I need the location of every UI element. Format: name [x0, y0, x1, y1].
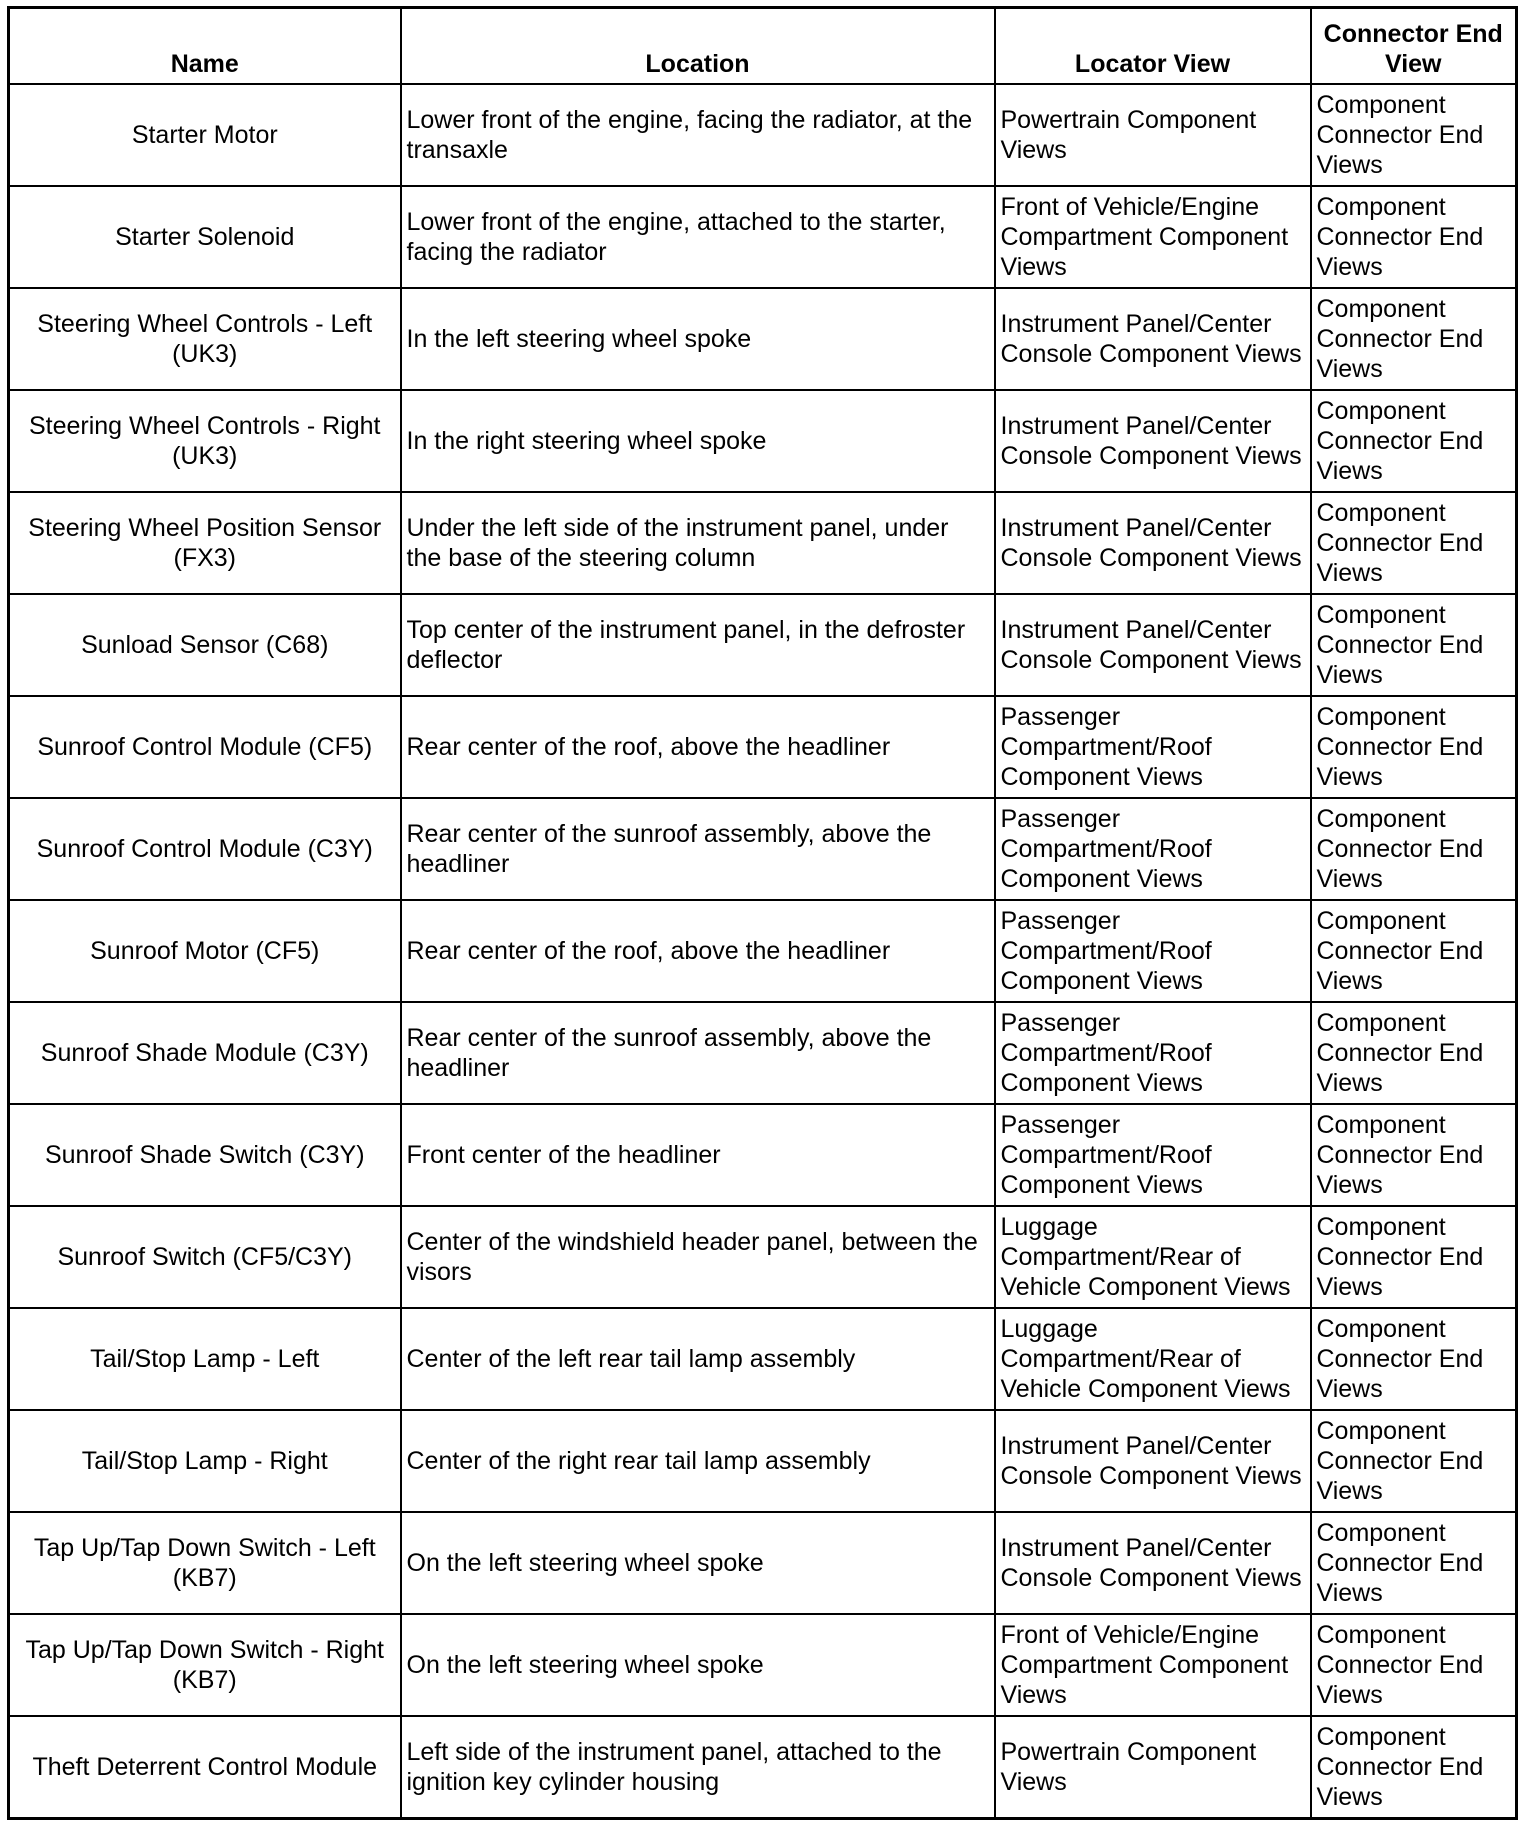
- cell-locator-view-link[interactable]: Front of Vehicle/Engine Compartment Component Views: [995, 1614, 1311, 1716]
- table-row: [9, 1206, 1517, 1308]
- cell-connector-end-view-link[interactable]: Component Connector End Views: [1311, 390, 1517, 492]
- cell-connector-end-view-link[interactable]: Component Connector End Views: [1311, 696, 1517, 798]
- table-row: [9, 390, 1517, 492]
- cell-locator-view-link[interactable]: Passenger Compartment/Roof Component Views: [995, 696, 1311, 798]
- cell-name: Sunroof Control Module (C3Y): [9, 798, 401, 900]
- cell-location: Rear center of the roof, above the headliner: [401, 900, 995, 1002]
- cell-location: Center of the windshield header panel, between the visors: [401, 1206, 995, 1308]
- cell-location: Left side of the instrument panel, attached to the ignition key cylinder housing: [401, 1716, 995, 1819]
- cell-locator-view-link[interactable]: Luggage Compartment/Rear of Vehicle Component Views: [995, 1206, 1311, 1308]
- cell-name: Starter Solenoid: [9, 186, 401, 288]
- cell-location: Center of the right rear tail lamp assembly: [401, 1410, 995, 1512]
- cell-location: Rear center of the sunroof assembly, above the headliner: [401, 1002, 995, 1104]
- table-row: [9, 798, 1517, 900]
- table-row: [9, 1716, 1517, 1819]
- cell-name: Steering Wheel Controls - Right (UK3): [9, 390, 401, 492]
- cell-locator-view-link[interactable]: Passenger Compartment/Roof Component Views: [995, 1002, 1311, 1104]
- table-row: [9, 900, 1517, 1002]
- cell-connector-end-view-link[interactable]: Component Connector End Views: [1311, 900, 1517, 1002]
- header-location: Location: [401, 8, 995, 85]
- cell-name: Sunload Sensor (C68): [9, 594, 401, 696]
- cell-location: Lower front of the engine, attached to the starter, facing the radiator: [401, 186, 995, 288]
- cell-locator-view-link[interactable]: Passenger Compartment/Roof Component Views: [995, 798, 1311, 900]
- cell-connector-end-view-link[interactable]: Component Connector End Views: [1311, 288, 1517, 390]
- cell-location: In the left steering wheel spoke: [401, 288, 995, 390]
- cell-connector-end-view-link[interactable]: Component Connector End Views: [1311, 1308, 1517, 1410]
- table-row: [9, 186, 1517, 288]
- cell-locator-view-link[interactable]: Instrument Panel/Center Console Component Views: [995, 594, 1311, 696]
- cell-location: Rear center of the roof, above the headliner: [401, 696, 995, 798]
- cell-connector-end-view-link[interactable]: Component Connector End Views: [1311, 1716, 1517, 1819]
- cell-name: Tap Up/Tap Down Switch - Right (KB7): [9, 1614, 401, 1716]
- table-row: [9, 1308, 1517, 1410]
- cell-name: Tap Up/Tap Down Switch - Left (KB7): [9, 1512, 401, 1614]
- component-locator-table: [7, 6, 1518, 1820]
- header-connector-end-view: Connector End View: [1311, 8, 1517, 85]
- cell-connector-end-view-link[interactable]: Component Connector End Views: [1311, 1104, 1517, 1206]
- cell-locator-view-link[interactable]: Instrument Panel/Center Console Component Views: [995, 492, 1311, 594]
- cell-connector-end-view-link[interactable]: Component Connector End Views: [1311, 594, 1517, 696]
- cell-name: Starter Motor: [9, 84, 401, 186]
- cell-name: Sunroof Switch (CF5/C3Y): [9, 1206, 401, 1308]
- cell-name: Tail/Stop Lamp - Left: [9, 1308, 401, 1410]
- cell-name: Steering Wheel Controls - Left (UK3): [9, 288, 401, 390]
- cell-locator-view-link[interactable]: Powertrain Component Views: [995, 1716, 1311, 1819]
- cell-name: Sunroof Control Module (CF5): [9, 696, 401, 798]
- header-name: Name: [9, 8, 401, 85]
- table-row: [9, 288, 1517, 390]
- cell-connector-end-view-link[interactable]: Component Connector End Views: [1311, 492, 1517, 594]
- table-body: [9, 84, 1517, 1819]
- header-locator-view: Locator View: [995, 8, 1311, 85]
- header-row: [9, 8, 1517, 85]
- cell-locator-view-link[interactable]: Passenger Compartment/Roof Component Views: [995, 1104, 1311, 1206]
- cell-name: Steering Wheel Position Sensor (FX3): [9, 492, 401, 594]
- cell-name: Sunroof Shade Switch (C3Y): [9, 1104, 401, 1206]
- cell-connector-end-view-link[interactable]: Component Connector End Views: [1311, 1614, 1517, 1716]
- cell-locator-view-link[interactable]: Front of Vehicle/Engine Compartment Component Views: [995, 186, 1311, 288]
- table-row: [9, 1512, 1517, 1614]
- cell-locator-view-link[interactable]: Instrument Panel/Center Console Component Views: [995, 1512, 1311, 1614]
- cell-locator-view-link[interactable]: Instrument Panel/Center Console Component Views: [995, 288, 1311, 390]
- table-row: [9, 84, 1517, 186]
- cell-locator-view-link[interactable]: Instrument Panel/Center Console Component Views: [995, 1410, 1311, 1512]
- table-row: [9, 1410, 1517, 1512]
- table-row: [9, 696, 1517, 798]
- table-row: [9, 1002, 1517, 1104]
- cell-location: Lower front of the engine, facing the radiator, at the transaxle: [401, 84, 995, 186]
- table-row: [9, 1104, 1517, 1206]
- table-row: [9, 492, 1517, 594]
- cell-location: In the right steering wheel spoke: [401, 390, 995, 492]
- cell-locator-view-link[interactable]: Powertrain Component Views: [995, 84, 1311, 186]
- table-row: [9, 1614, 1517, 1716]
- cell-name: Theft Deterrent Control Module: [9, 1716, 401, 1819]
- cell-name: Tail/Stop Lamp - Right: [9, 1410, 401, 1512]
- cell-connector-end-view-link[interactable]: Component Connector End Views: [1311, 1206, 1517, 1308]
- cell-name: Sunroof Motor (CF5): [9, 900, 401, 1002]
- cell-location: Front center of the headliner: [401, 1104, 995, 1206]
- cell-location: Top center of the instrument panel, in the defroster deflector: [401, 594, 995, 696]
- cell-locator-view-link[interactable]: Instrument Panel/Center Console Component Views: [995, 390, 1311, 492]
- cell-name: Sunroof Shade Module (C3Y): [9, 1002, 401, 1104]
- cell-connector-end-view-link[interactable]: Component Connector End Views: [1311, 1410, 1517, 1512]
- cell-connector-end-view-link[interactable]: Component Connector End Views: [1311, 84, 1517, 186]
- cell-location: Rear center of the sunroof assembly, above the headliner: [401, 798, 995, 900]
- cell-connector-end-view-link[interactable]: Component Connector End Views: [1311, 798, 1517, 900]
- table-row: [9, 594, 1517, 696]
- cell-locator-view-link[interactable]: Passenger Compartment/Roof Component Views: [995, 900, 1311, 1002]
- cell-location: On the left steering wheel spoke: [401, 1614, 995, 1716]
- cell-connector-end-view-link[interactable]: Component Connector End Views: [1311, 186, 1517, 288]
- cell-location: On the left steering wheel spoke: [401, 1512, 995, 1614]
- cell-connector-end-view-link[interactable]: Component Connector End Views: [1311, 1512, 1517, 1614]
- cell-locator-view-link[interactable]: Luggage Compartment/Rear of Vehicle Component Views: [995, 1308, 1311, 1410]
- cell-connector-end-view-link[interactable]: Component Connector End Views: [1311, 1002, 1517, 1104]
- cell-location: Under the left side of the instrument panel, under the base of the steering column: [401, 492, 995, 594]
- cell-location: Center of the left rear tail lamp assembly: [401, 1308, 995, 1410]
